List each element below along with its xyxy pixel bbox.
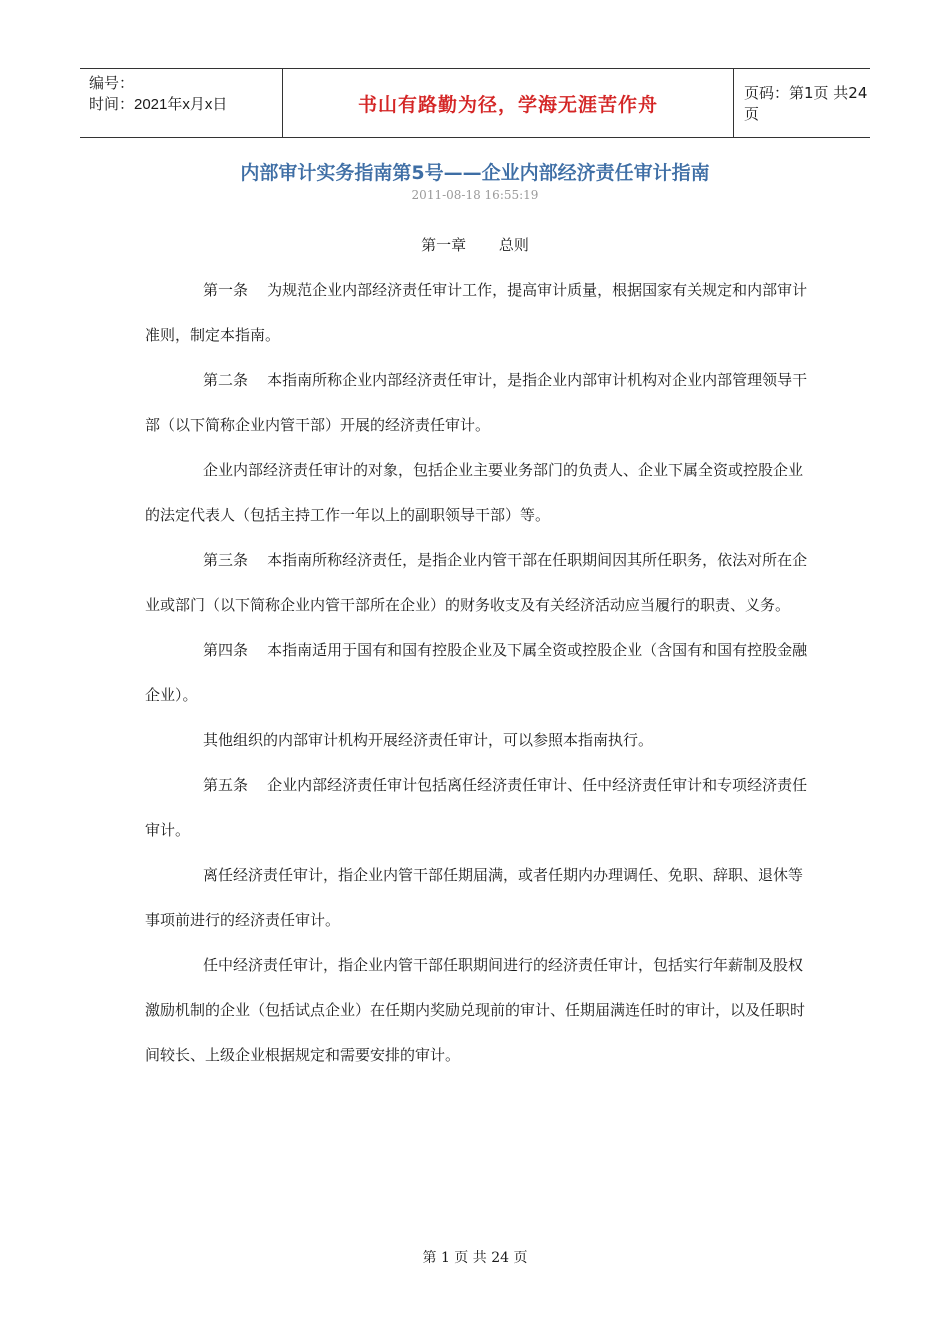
paragraph: 第三条 本指南所称经济责任，是指企业内管干部在任职期间因其所任职务，依法对所在企业或部门（以下简称企业内管干部所在企业）的财务收支及有关经济活动应当履行的职责、义务。 <box>145 551 808 614</box>
paragraph: 企业内部经济责任审计的对象，包括企业主要业务部门的负责人、企业下属全资或控股企业的法定代表人（包括主持工作一年以上的副职领导干部）等。 <box>145 461 804 524</box>
chapter-heading <box>0 234 950 255</box>
document-body <box>145 268 815 1078</box>
header-motto-cell <box>282 69 734 137</box>
time-label: 时间：2021年x月x日 <box>89 96 228 113</box>
paragraph: 第四条 本指南适用于国有和国有控股企业及下属全资或控股企业（含国有和国有控股金融企业）。 <box>145 641 808 704</box>
page-info-text: 页码：第1页 共24页 <box>744 84 868 123</box>
paragraph: 任中经济责任审计，指企业内管干部任职期间进行的经济责任审计，包括实行年薪制及股权激励机制的企业（包括试点企业）在任期内奖励兑现前的审计、任期届满连任时的审计，以及任职时间较长、上级企业根据规定和需要安排的审计。 <box>145 956 806 1064</box>
header-page-info <box>734 69 870 137</box>
paragraph: 离任经济责任审计，指企业内管干部任期届满，或者任期内办理调任、免职、辞职、退休等事项前进行的经济责任审计。 <box>145 866 804 929</box>
page-header <box>80 68 870 138</box>
document-date: 2011-08-18 16:55:19 <box>411 188 539 202</box>
paragraph: 第二条 本指南所称企业内部经济责任审计，是指企业内部审计机构对企业内部管理领导干部（以下简称企业内管干部）开展的经济责任审计。 <box>145 371 808 434</box>
header-meta <box>80 69 282 137</box>
motto-text: 书山有路勤为径，学海无涯苦作舟 <box>357 93 658 116</box>
document-title: 内部审计实务指南第5号——企业内部经济责任审计指南 <box>240 162 710 184</box>
page-footer <box>0 1247 950 1267</box>
paragraph: 其他组织的内部审计机构开展经济责任审计，可以参照本指南执行。 <box>203 731 654 749</box>
chapter-number: 第一章 <box>421 236 467 254</box>
number-label: 编号： <box>89 75 135 92</box>
paragraph: 第五条 企业内部经济责任审计包括离任经济责任审计、任中经济责任审计和专项经济责任审计。 <box>145 776 808 839</box>
footer-page-number: 第 1 页 共 24 页 <box>422 1250 528 1266</box>
chapter-name: 总则 <box>498 236 529 254</box>
paragraph: 第一条 为规范企业内部经济责任审计工作，提高审计质量，根据国家有关规定和内部审计准则，制定本指南。 <box>145 281 808 344</box>
